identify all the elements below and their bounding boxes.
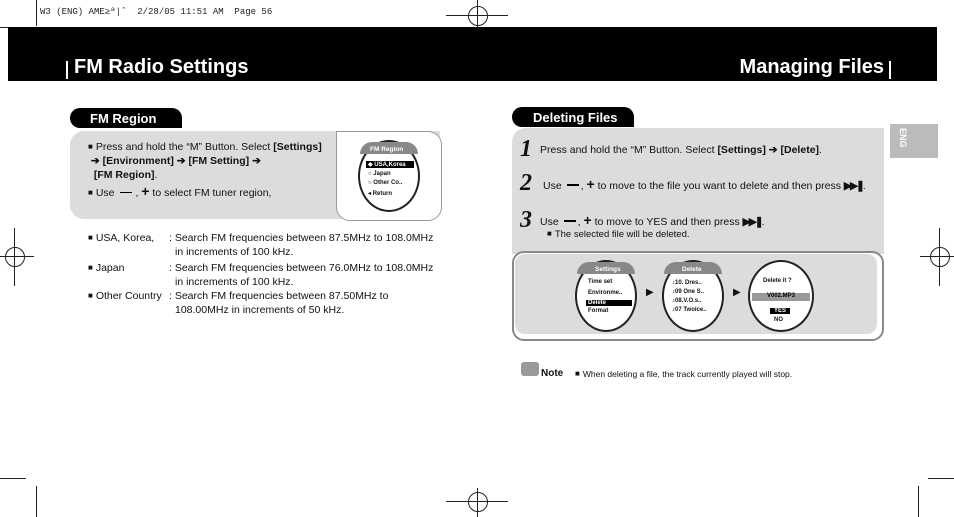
delete-screen <box>662 260 724 332</box>
fm-screen-title: FM Region <box>370 146 404 153</box>
list-item: ■ USA, Korea, : Search FM frequencies between 87.5MHz to 108.0MHz in increments of 100 kHz. <box>88 231 438 261</box>
note-label: Note <box>541 368 564 379</box>
registration-mark-top <box>468 6 488 26</box>
left-page-title: FM Radio Settings <box>74 56 249 78</box>
fm-screen-item-other: ○ Other Co.. <box>368 180 403 186</box>
deleting-heading: Deleting Files <box>512 107 634 127</box>
crop-mark <box>918 486 919 517</box>
confirm-yes: YES <box>770 308 790 314</box>
plus-icon: + <box>583 212 592 228</box>
fm-region-screen <box>358 140 420 212</box>
settings-item-selected: Delete <box>586 300 632 306</box>
list-item: ■ Japan : Search FM frequencies between 76.0MHz to 108.0MHz in increments of 100 kHz. <box>88 261 438 289</box>
language-tab-label: ENG <box>898 128 908 148</box>
confirm-file: V002.MP3 <box>752 293 810 301</box>
settings-item: Time set <box>588 279 613 285</box>
plus-icon: + <box>141 183 150 199</box>
registration-line-bottom-v <box>477 488 478 517</box>
deleting-step3: Use , + to move to YES and then press ▶▶❚. <box>540 212 765 228</box>
registration-line-right <box>920 256 954 257</box>
registration-mark-left <box>5 247 25 267</box>
crop-mark <box>36 486 37 517</box>
delete-screen-title: Delete <box>682 266 702 273</box>
settings-screen-title: Settings <box>595 266 621 273</box>
step-number-3: 3 <box>520 207 532 233</box>
title-marker-left <box>66 61 68 79</box>
fm-region-step1: ■ Press and hold the “M” Button. Select [Settings] ➔ [Environment] ➔ [FM Setting] ➔ [FM Region]. <box>88 140 343 182</box>
arrow-right-icon: ▶ <box>733 287 741 298</box>
minus-icon <box>567 184 579 186</box>
right-page-title: Managing Files <box>739 56 884 78</box>
language-tab <box>890 124 938 158</box>
fm-region-heading: FM Region <box>70 108 182 128</box>
settings-item: Format <box>588 308 609 314</box>
title-marker-right <box>889 61 891 79</box>
arrow-right-icon: ▶ <box>646 287 654 298</box>
confirm-no: NO <box>774 317 783 323</box>
registration-line-left <box>0 256 34 257</box>
registration-line-top-v <box>477 0 478 28</box>
track-item: ♪08.V.O.s.. <box>672 298 702 304</box>
confirm-question: Delete it ? <box>763 278 792 284</box>
fm-screen-item-japan: ○ Japan <box>368 171 391 177</box>
registration-line-left-v <box>14 228 15 286</box>
note-text: ■ When deleting a file, the track currently played will stop. <box>575 369 792 379</box>
fm-screen-item-return: ◂ Return <box>368 191 393 197</box>
fm-region-step2: ■ Use , + to select FM tuner region, <box>88 184 348 200</box>
play-next-icon: ▶▶❚ <box>843 180 863 192</box>
track-item: ♪09 One S.. <box>672 289 705 295</box>
crop-mark <box>0 478 26 479</box>
print-header: W3 (ENG) AME≥ª|ˆ 2/28/05 11:51 AM Page 56 <box>40 7 273 17</box>
note-icon <box>521 362 539 376</box>
confirm-screen <box>748 260 814 332</box>
track-item: ♪10. Dres.. <box>672 280 702 286</box>
registration-line-right-v <box>939 228 940 286</box>
settings-item: Environme.. <box>588 290 623 296</box>
registration-mark-bottom <box>468 492 488 512</box>
fm-region-list <box>88 231 438 319</box>
step-number-2: 2 <box>520 170 532 196</box>
deleting-step2: Use , + to move to the file you want to delete and then press ▶▶❚. <box>543 176 866 192</box>
crop-mark <box>36 0 37 26</box>
list-item: ■ Other Country : Search FM frequencies between 87.50MHz to 108.00MHz in increments of 50 kHz. <box>88 289 438 319</box>
deleting-step1: Press and hold the “M” Button. Select [Settings] ➔ [Delete]. <box>540 144 822 156</box>
deleting-step3-note: ■ The selected file will be deleted. <box>547 227 690 242</box>
plus-icon: + <box>586 176 595 192</box>
registration-mark-right <box>930 247 950 267</box>
settings-screen <box>575 260 637 332</box>
step-number-1: 1 <box>520 136 532 162</box>
minus-icon <box>120 192 132 193</box>
crop-mark <box>928 478 954 479</box>
fm-screen-item-usa: ◆ USA,Korea <box>366 161 414 168</box>
play-next-icon: ▶▶❚ <box>742 216 762 228</box>
track-item: ♪07 Twoice.. <box>672 307 707 313</box>
minus-icon <box>564 220 576 222</box>
